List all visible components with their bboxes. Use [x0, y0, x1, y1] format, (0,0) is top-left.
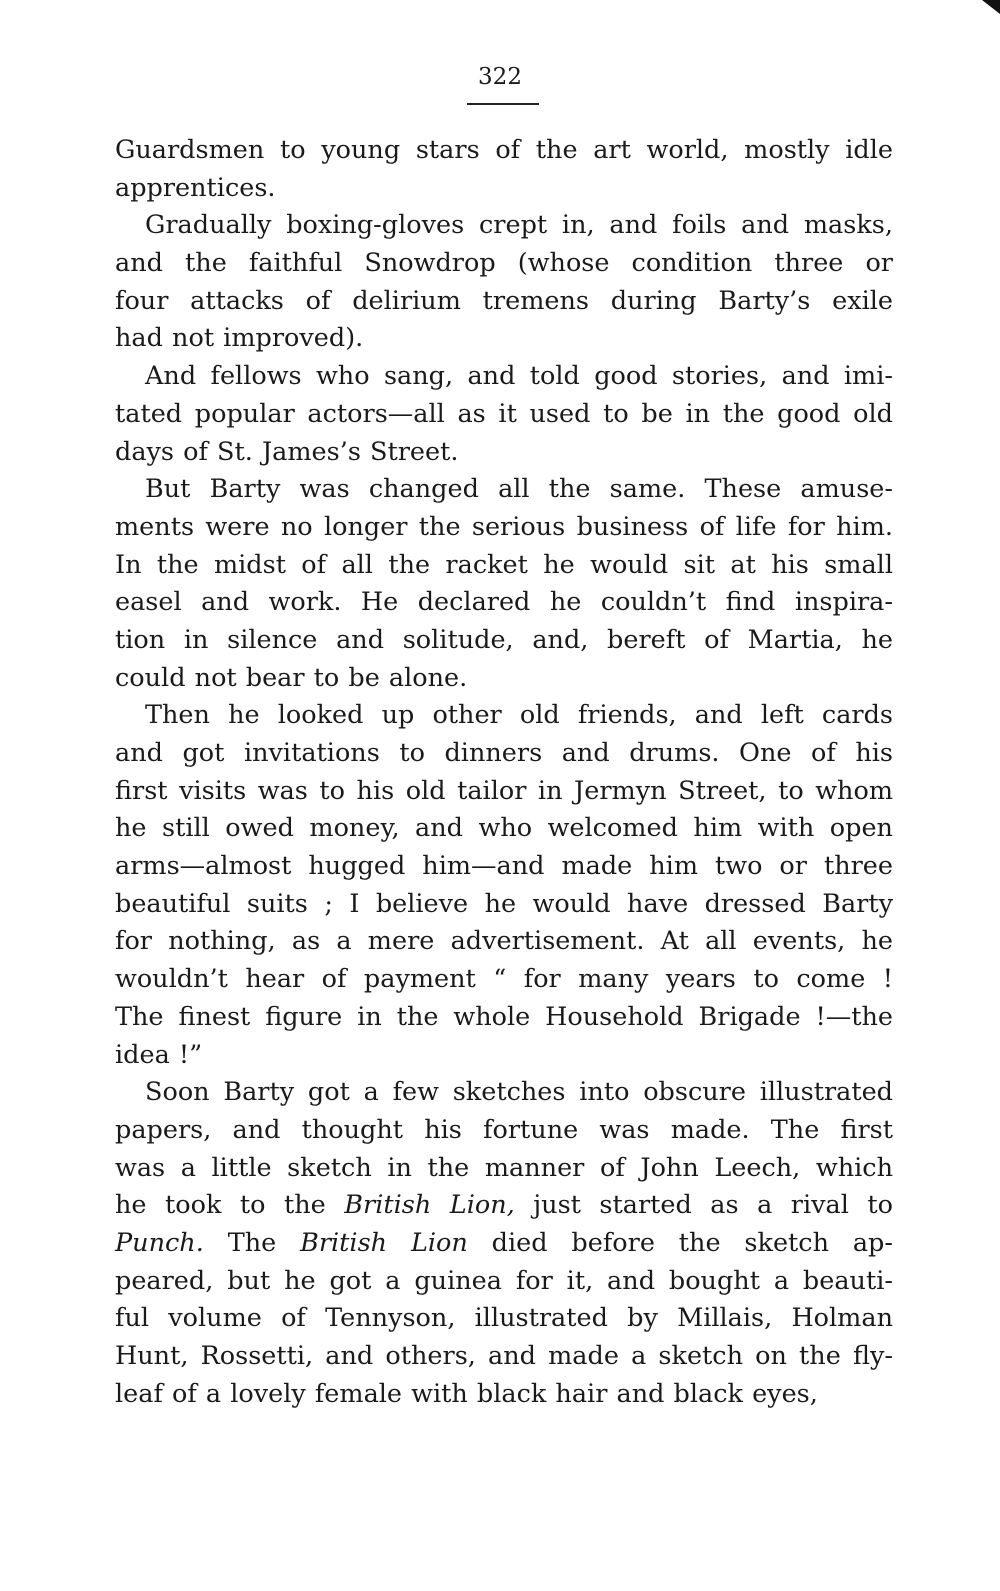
text-line: [115, 1263, 893, 1301]
text-line: [115, 1300, 893, 1338]
text-segment: And fellows who sang, and told good stories, and imi-: [145, 361, 893, 392]
text-line: [115, 1112, 893, 1150]
text-line: [115, 660, 893, 698]
text-segment: tion in silence and solitude, and, bereft of Martia, he: [115, 624, 893, 655]
italic-title: Punch.: [115, 1227, 204, 1258]
text-segment: Gradually boxing-gloves crept in, and foils and masks,: [145, 210, 893, 241]
text-segment: tated popular actors—all as it used to be in the good old: [115, 398, 893, 429]
text-line: [115, 1338, 893, 1376]
text-segment: had not improved).: [115, 323, 364, 354]
text-segment: just started as a rival to: [514, 1190, 893, 1221]
text-line: [115, 735, 893, 773]
text-segment: Hunt, Rossetti, and others, and made a sketch on the fly-: [115, 1341, 893, 1371]
paragraph: [115, 132, 893, 207]
text-line: [115, 170, 893, 208]
text-segment: peared, but he got a guinea for it, and bought a beauti-: [115, 1265, 893, 1296]
text-line: [115, 1376, 893, 1414]
text-line: [115, 848, 893, 886]
text-line: [115, 961, 893, 999]
text-line: [115, 547, 893, 585]
text-line: [115, 358, 893, 396]
paragraph: [115, 207, 893, 358]
text-line: [115, 1187, 893, 1225]
italic-title: British Lion,: [344, 1190, 515, 1221]
text-segment: Soon Barty got a few sketches into obscure illustrated: [145, 1077, 893, 1108]
text-segment: he took to the: [115, 1190, 345, 1221]
text-segment: arms—almost hugged him—and made him two or three: [115, 851, 893, 882]
text-segment: was a little sketch in the manner of John Leech, which: [115, 1152, 893, 1183]
text-segment: for nothing, as a mere advertisement. At all events, he: [115, 926, 893, 957]
text-line: [115, 396, 893, 434]
text-line: [115, 1037, 893, 1075]
text-segment: In the midst of all the racket he would sit at his small: [115, 549, 893, 580]
italic-title: British Lion: [300, 1227, 468, 1258]
text-segment: Guardsmen to young stars of the art world, mostly idle: [115, 135, 893, 165]
scan-corner-mark: [982, 0, 1000, 14]
text-segment: beautiful suits ; I believe he would have dressed Barty: [115, 888, 893, 919]
text-segment: wouldn’t hear of payment “ for many years to come !: [115, 964, 893, 995]
text-segment: The: [203, 1227, 301, 1258]
text-segment: days of St. James’s Street.: [115, 436, 459, 467]
text-line: [115, 1074, 893, 1112]
text-segment: he still owed money, and who welcomed him with open: [115, 813, 893, 844]
text-segment: idea !”: [115, 1039, 203, 1070]
text-segment: ments were no longer the serious business of life for him.: [115, 511, 893, 542]
text-segment: four attacks of delirium tremens during Barty’s exile: [115, 285, 893, 316]
page-number-rule: [467, 103, 539, 105]
text-line: [115, 320, 893, 358]
text-line: [115, 245, 893, 283]
text-segment: The finest figure in the whole Household Brigade !—the: [115, 1001, 893, 1032]
text-segment: first visits was to his old tailor in Jermyn Street, to whom: [115, 775, 893, 806]
paragraph: [115, 358, 893, 471]
text-segment: But Barty was changed all the same. These amuse-: [145, 474, 893, 505]
text-segment: apprentices.: [115, 172, 276, 203]
text-segment: leaf of a lovely female with black hair and black eyes,: [115, 1378, 818, 1409]
page-number: 322: [478, 64, 522, 90]
text-line: [115, 810, 893, 848]
text-line: [115, 584, 893, 622]
text-segment: Then he looked up other old friends, and left cards: [145, 700, 893, 731]
text-line: [115, 999, 893, 1037]
text-line: [115, 886, 893, 924]
text-segment: easel and work. He declared he couldn’t find inspira-: [115, 587, 893, 618]
paragraph: [115, 697, 893, 1074]
text-line: [115, 923, 893, 961]
text-segment: and got invitations to dinners and drums. One of his: [115, 738, 893, 768]
text-line: [115, 283, 893, 321]
paragraph: [115, 1074, 893, 1413]
text-line: [115, 1225, 893, 1263]
text-line: [115, 697, 893, 735]
text-line: [115, 207, 893, 245]
text-segment: papers, and thought his fortune was made. The first: [115, 1114, 893, 1145]
text-line: [115, 132, 893, 170]
text-line: [115, 622, 893, 660]
text-segment: could not bear to be alone.: [115, 662, 468, 693]
text-line: [115, 1150, 893, 1188]
text-line: [115, 509, 893, 547]
text-segment: and the faithful Snowdrop (whose condition three or: [115, 248, 893, 279]
text-line: [115, 773, 893, 811]
body-text: [115, 132, 893, 1413]
text-segment: ful volume of Tennyson, illustrated by Millais, Holman: [115, 1303, 893, 1334]
text-segment: died before the sketch ap-: [467, 1227, 893, 1258]
paragraph: [115, 471, 893, 697]
text-line: [115, 434, 893, 472]
text-line: [115, 471, 893, 509]
